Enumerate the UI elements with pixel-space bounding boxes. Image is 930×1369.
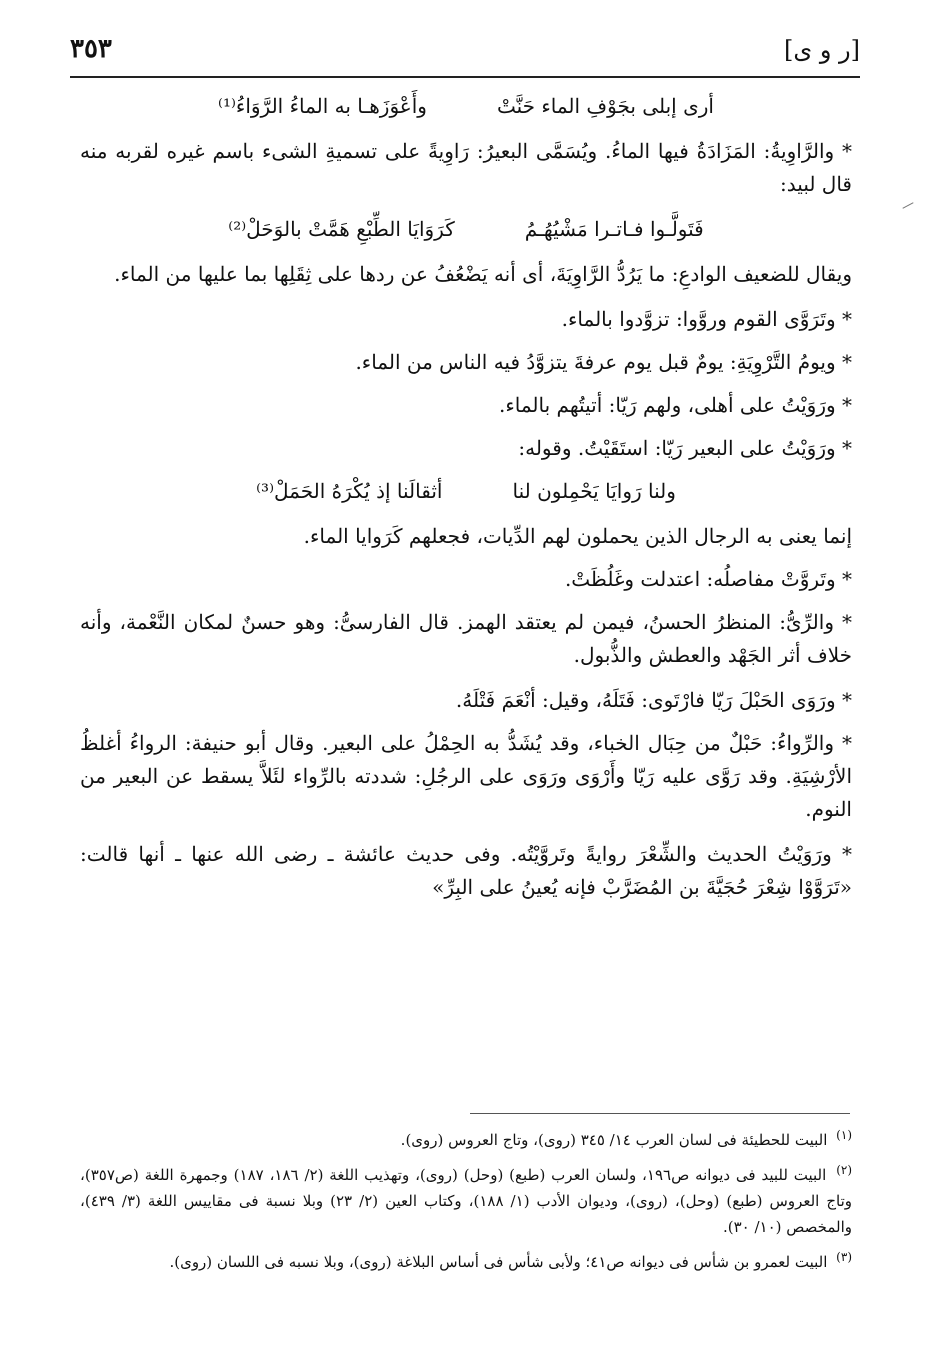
paragraph-weak-saying: ويقال للضعيف الوادعِ: ما يَرُدُّ الرَّاوِيَةَ، أى أنه يَضْعُفُ عن ردها على ثِقَلِها بما عليها من الماء. xyxy=(114,262,852,286)
verse-2 xyxy=(80,213,852,246)
verse-1-first-hemistich: أرى إبلى بجَوْفِ الماء حَنَّتْ xyxy=(496,94,714,118)
footnote-3 xyxy=(80,1244,852,1275)
page-header xyxy=(70,32,860,72)
header-divider xyxy=(70,76,860,78)
verse-3 xyxy=(80,475,852,508)
footnote-3-text: البيت لعمرو بن شأس فى ديوانه ص٤١؛ ولأبى شأس فى أساس البلاغة (روى)، وبلا نسبه فى اللسان (روى). xyxy=(169,1253,828,1271)
page-number: ٣٥٣ xyxy=(70,34,112,64)
paragraph-tarwiya-day: * ويومُ التَّرْوِيَةِ: يومٌ قبل يوم عرفةَ يتزوَّدُ فيه الناس من الماء. xyxy=(355,350,852,374)
footnote-divider xyxy=(470,1113,850,1114)
footnote-1-text: البيت للحطيئة فى لسان العرب ١٤/ ٣٤٥ (روى)، وتاج العروس (روى). xyxy=(400,1131,828,1149)
footnote-2-number: (٢) xyxy=(836,1163,853,1177)
entry-root-label: [ر و ى] xyxy=(784,36,860,64)
footnote-2-text: البيت للبيد فى ديوانه ص١٩٦، ولسان العرب (طبع) (وحل) (روى)، وتهذيب اللغة (٢/ ١٨٦، ١٨٧) وجمهرة اللغة (ص٣٥٧)، وتاج العروس (طبع) (وحل)، (روى)، وديوان الأدب (١/ ١٨٨)، وكتاب العين (٢/ ٢٣) وبلا نسبة فى مقاييس اللغة (٣/ ٤٣٩)، والمخصص (١٠/ ٣٠). xyxy=(80,1166,853,1236)
verse-1 xyxy=(80,90,852,123)
footnote-3-number: (٣) xyxy=(836,1250,852,1264)
margin-pencil-mark xyxy=(902,202,913,209)
footnotes xyxy=(80,1122,852,1279)
paragraph-riwaya-hadith: * ورَوَيْتُ الحديث والشِّعْرَ روايةً وتَروَّيْتُه. وفى حديث عائشة ـ رضى الله عنها ـ أنها قالت: «تَرَوَّوْا شِعْرَ حُجَيَّةَ بن المُضَرَّبْ فإنه يُعينُ على البِرِّ» xyxy=(80,842,852,899)
paragraph-mafasil: * وتَروَّتْ مفاصلُه: اعتدلت وغَلُظَتْ. xyxy=(564,567,852,591)
paragraph-rawaytu-ahli: * ورَوَيْتُ على أهلى، ولهم رَيّا: أتيتُهم بالماء. xyxy=(499,393,852,417)
verse-3-first-hemistich: ولنا رَوايَا يَحْمِلون لنا xyxy=(512,479,676,503)
verse-2-first-hemistich: فَتَولَّـوا فـاتـرا مَشْيُهُـمُ xyxy=(524,217,704,241)
paragraph-riwa-rope: * والرِّواءُ: حَبْلٌ من حِبَال الخباء، وقد يُشَدُّ به الحِمْلُ على البعير. وقال أبو حنيفة: الرواءُ أغلظُ الأرْشِيَةِ. وقد رَوَّى عليه رَيّا وأَرْوَى ورَوَى على الرجُلِ: شددته بالرِّواء لئَلاَّ يسقط عن البعير من النوم. xyxy=(80,731,852,821)
paragraph-rawaytu-camel: * ورَوَيْتُ على البعير رَيّا: استَقَيْتُ. وقوله: xyxy=(518,436,852,460)
verse-1-second-hemistich: وأَعْوَزَهـا به الماءُ الرَّوَاءُ⁽¹⁾ xyxy=(218,94,427,118)
verse-3-second-hemistich: أثقالَنا إذ يُكْرَهُ الحَمَلْ⁽³⁾ xyxy=(256,479,443,503)
footnote-1 xyxy=(80,1122,852,1153)
entry-body xyxy=(80,84,852,916)
paragraph-rope-twist: * ورَوَى الحَبْلَ رَيّا فارْتَوى: فَتَلَهُ، وقيل: أنْعَمَ فَتْلَهُ. xyxy=(455,688,852,712)
paragraph-tarawwa: * وتَرَوَّى القوم وروَّوا: تزوَّدوا بالماء. xyxy=(561,307,852,331)
footnote-1-number: (١) xyxy=(836,1128,852,1142)
paragraph-riyy: * والرِّىُّ: المنظرُ الحسنُ، فيمن لم يعتقد الهمز. قال الفارسىُّ: وهو حسنٌ لمكان النَّعْمة، وأنه خلاف أثر الجَهْد والعطش والذُّبول. xyxy=(80,610,852,667)
paragraph-rawiya: * والرَّاوِيةُ: المَزَادَةُ فيها الماءُ. ويُسَمَّى البعيرُ: رَاوِيةً على تسميةِ الشىء باسم غيره لقربه منه قال لبيد: xyxy=(80,139,852,196)
footnote-2 xyxy=(80,1157,852,1240)
verse-2-second-hemistich: كَرَوَايَا الطِّبْعِ هَمَّتْ بالوَحَلْ⁽²⁾ xyxy=(228,217,455,241)
paragraph-diyat: إنما يعنى به الرجال الذين يحملون لهم الدِّيات، فجعلهم كَرَوايا الماء. xyxy=(303,524,852,548)
